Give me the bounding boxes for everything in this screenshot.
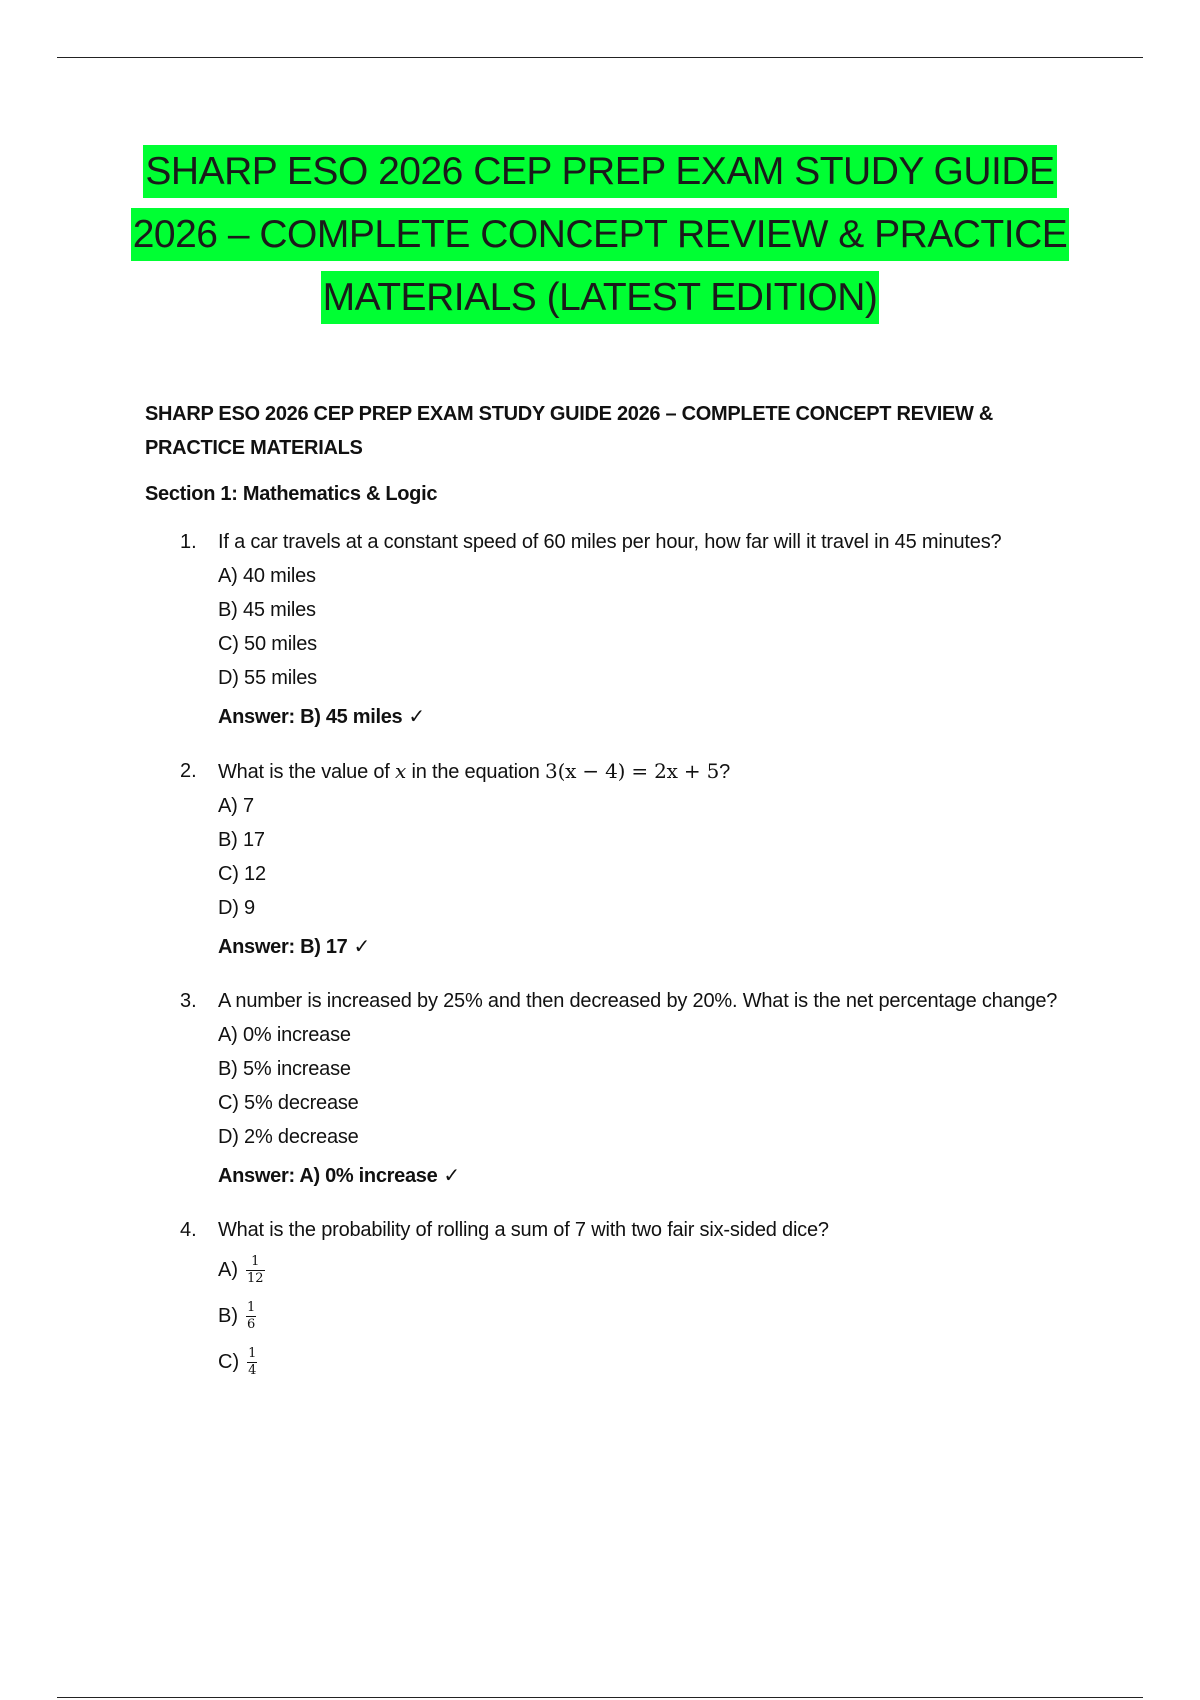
section-heading: Section 1: Mathematics & Logic [145,483,438,505]
option-c [218,1339,1075,1385]
question-number: 2. [180,760,197,782]
question-2 [145,754,1075,964]
question-text-start: What is the value of [218,761,396,783]
answer-text: Answer: B) 17 [218,936,348,958]
document-title [100,145,1100,334]
title-line-2: 2026 – COMPLETE CONCEPT REVIEW & PRACTICE [131,208,1070,261]
option-b [218,1293,1075,1339]
option-a: A) 40 miles [218,565,316,587]
answer-line [218,699,1075,734]
fraction [247,1347,257,1378]
question-text: If a car travels at a constant speed of 60 miles per hour, how far will it travel in 45 minutes? [218,531,1002,553]
check-icon: ✓ [443,1163,460,1187]
subtitle [145,397,1075,465]
answer-line [218,929,1075,964]
numerator: 1 [248,1345,257,1361]
question-text: What is the probability of rolling a sum of 7 with two fair six-sided dice? [218,1219,829,1241]
option-c: C) 12 [218,863,266,885]
option-d: D) 2% decrease [218,1126,359,1148]
fraction [246,1255,265,1286]
denominator: 12 [247,1270,264,1286]
question-4 [145,1213,1075,1385]
check-icon: ✓ [408,704,425,728]
question-text: A number is increased by 25% and then decreased by 20%. What is the net percentage change? [218,990,1058,1012]
option-d: D) 55 miles [218,667,317,689]
option-d: D) 9 [218,897,255,919]
bottom-rule [57,1697,1143,1698]
numerator: 1 [247,1299,256,1315]
option-c: C) 5% decrease [218,1092,359,1114]
title-line-1: SHARP ESO 2026 CEP PREP EXAM STUDY GUIDE [143,145,1056,198]
option-b: B) 17 [218,829,265,851]
equation: 3(x − 4) = 2x + 5 [545,759,720,783]
question-number: 3. [180,990,197,1012]
option-a [218,1247,1075,1293]
option-b: B) 45 miles [218,599,316,621]
question-number: 1. [180,531,197,553]
fraction [246,1301,256,1332]
question-3 [145,984,1075,1193]
question-text [218,754,1075,789]
denominator: 6 [247,1316,256,1332]
option-a: A) 7 [218,795,254,817]
question-text-middle: in the equation [406,761,546,783]
answer-text: Answer: A) 0% increase [218,1165,438,1187]
denominator: 4 [248,1362,257,1378]
subtitle-line-1: SHARP ESO 2026 CEP PREP EXAM STUDY GUIDE 2026 – COMPLETE CONCEPT REVIEW & [145,403,993,425]
answer-text: Answer: B) 45 miles [218,706,403,728]
option-b: B) 5% increase [218,1058,351,1080]
question-1 [145,525,1075,734]
option-label: B) [218,1305,238,1327]
check-icon: ✓ [353,934,370,958]
option-label: C) [218,1351,240,1373]
subtitle-line-2: PRACTICE MATERIALS [145,437,363,459]
option-label: A) [218,1259,238,1281]
option-a: A) 0% increase [218,1024,351,1046]
title-line-3: MATERIALS (LATEST EDITION) [321,271,880,324]
numerator: 1 [251,1253,260,1269]
question-number: 4. [180,1219,197,1241]
top-rule [57,57,1143,58]
answer-line [218,1158,1075,1193]
option-c: C) 50 miles [218,633,317,655]
variable-x: x [395,759,407,783]
document-body [145,397,1075,1405]
question-text-end: ? [719,761,731,783]
